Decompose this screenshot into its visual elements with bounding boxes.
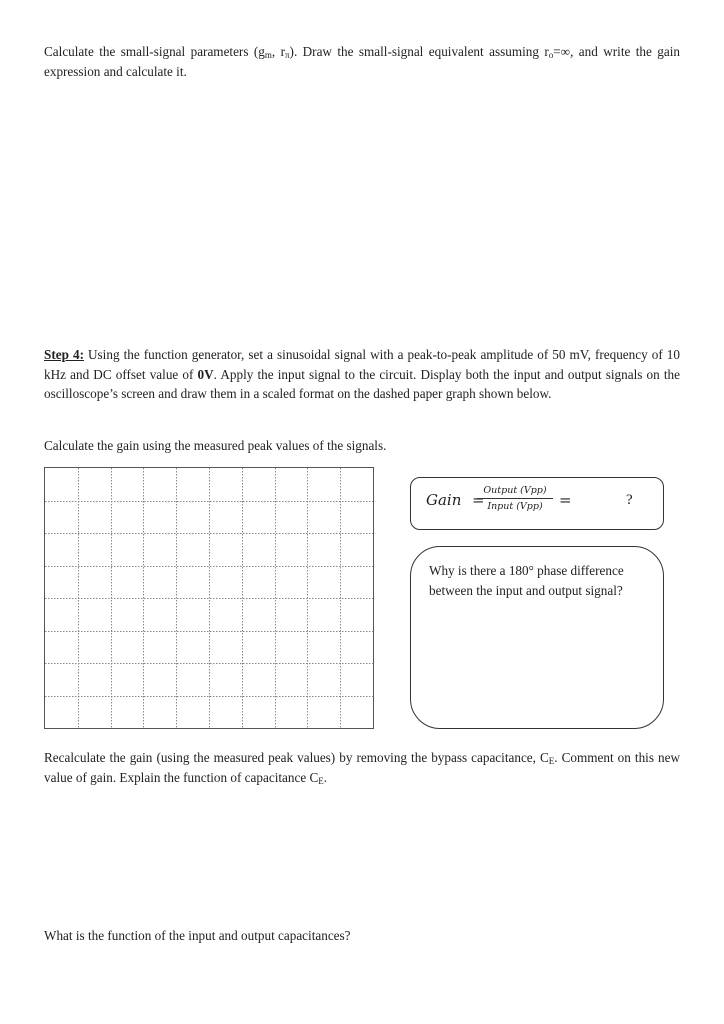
equals-sign: =: [472, 491, 485, 509]
dc-offset-value: 0V: [197, 366, 214, 382]
recalculate-gain-instruction: [44, 748, 680, 787]
subscript: o: [548, 50, 554, 60]
step4-heading: Step 4:: [44, 347, 84, 362]
subscript: π: [285, 50, 290, 60]
fraction-numerator: Output (Vpp): [477, 485, 553, 499]
gain-formula-box: [410, 477, 664, 530]
gain-fraction: [477, 485, 553, 512]
text-fragment: . Apply the input signal to the circuit. Display both the input and output signals on the oscilloscope’s screen and draw them in a scaled format on the dashed paper graph shown below.: [44, 366, 680, 401]
text-fragment: Using the function generator, set a sinusoidal signal with a peak-to-peak amplitude of 50 mV, frequency of 10 kHz and DC offset value of: [44, 347, 680, 382]
text-fragment: ). Draw the small-signal equivalent assuming r: [289, 44, 549, 59]
phase-question-box: [410, 546, 664, 729]
gain-answer-placeholder: ?: [626, 492, 633, 508]
fraction-denominator: Input (Vpp): [487, 501, 543, 512]
gain-label: Gain: [426, 491, 462, 509]
text-fragment: , r: [271, 44, 285, 59]
subscript: E: [318, 775, 324, 786]
subscript: E: [548, 756, 555, 766]
text-fragment: .: [323, 769, 328, 785]
calculate-gain-instruction: Calculate the gain using the measured peak values of the signals.: [44, 438, 387, 453]
equals-sign-2: =: [559, 491, 572, 509]
phase-question: Why is there a 180° phase difference between the input and output signal?: [429, 563, 624, 598]
instruction-small-signal: [44, 42, 680, 81]
text-fragment: . Comment on this new value of gain. Explain the function of capacitance C: [44, 750, 680, 785]
capacitance-question: What is the function of the input and output capacitances?: [44, 928, 351, 943]
subscript: m: [264, 50, 272, 60]
graph-grid-lines: [45, 468, 373, 728]
text-fragment: =∞, and write the gain expression and calculate it.: [44, 44, 680, 79]
dashed-graph-paper: [44, 467, 374, 729]
text-fragment: Calculate the small-signal parameters (g: [44, 44, 265, 59]
step4-paragraph: [44, 345, 680, 404]
text-fragment: Recalculate the gain (using the measured peak values) by removing the bypass capacitance, C: [44, 750, 549, 765]
